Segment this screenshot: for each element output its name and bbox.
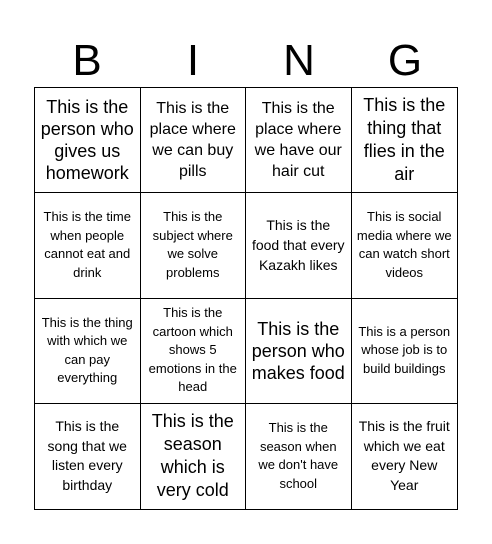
bingo-cell[interactable] [35,299,141,404]
cell-text: This is the place where we can buy pills [149,100,236,181]
header-letter-b: B [72,36,102,85]
cell-text: This is the season when we don't have school [258,420,339,491]
cell-text: This is the cartoon which shows 5 emotions in the head [148,305,237,395]
cell-text: This is the fruit which we eat every New Year [358,418,450,493]
cell-text: This is social media where we can watch short videos [356,209,452,280]
bingo-grid [34,87,458,510]
bingo-cell[interactable] [246,88,352,193]
cell-text: This is the thing with which we can pay everything [41,314,133,386]
header-letter-g: G [387,36,423,85]
cell-text: This is the time when people cannot eat and drink [43,209,131,280]
bingo-cell[interactable] [352,88,458,193]
bingo-header [34,36,456,86]
header-letter-i: I [186,36,200,85]
cell-text: This is the place where we have our hair cut [254,100,342,181]
bingo-cell[interactable] [141,404,247,509]
cell-text: This is the food that every Kazakh likes [251,217,345,274]
bingo-cell[interactable] [352,193,458,298]
cell-text: This is the season which is very cold [151,411,234,501]
bingo-cell[interactable] [35,404,141,509]
bingo-cell[interactable] [35,88,141,193]
bingo-cell[interactable] [141,88,247,193]
cell-text: This is the subject where we solve problems [152,209,233,280]
bingo-cell[interactable] [141,193,247,298]
bingo-cell[interactable] [352,404,458,509]
bingo-cell[interactable] [246,193,352,298]
bingo-cell[interactable] [352,299,458,404]
cell-text: This is the thing that flies in the air [363,95,446,185]
bingo-cell[interactable] [141,299,247,404]
header-letter-n: N [283,36,315,85]
cell-text: This is the song that we listen every birthday [47,418,127,493]
bingo-cell[interactable] [35,193,141,298]
cell-text: This is a person whose job is to build buildings [358,323,451,376]
bingo-cell[interactable] [246,404,352,509]
bingo-cell[interactable] [246,299,352,404]
cell-text: This is the person who gives us homework [40,97,134,184]
cell-text: This is the person who makes food [251,318,345,383]
